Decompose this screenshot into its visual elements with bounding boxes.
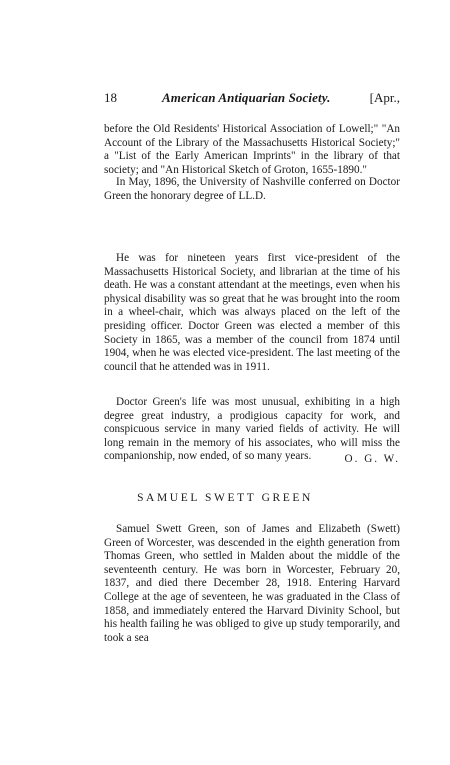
paragraph-text: Samuel Swett Green, son of James and Elizabeth (Swett) Green of Worcester, was descended in the eighth generation from Thomas Green, who settled in Malden about the middle of the seventeenth century. He was born in Worcester, February 20, 1837, and died there December 28, 1918. Entering Harvard College at the age of seventeen, he was graduated in the Class of 1858, and immediately entered the Harvard Divinity School, but his health failing he was obliged to give up study temporarily, and took a sea [104,523,400,644]
paragraph-vice-president [104,252,400,374]
section-heading: SAMUEL SWETT GREEN [137,492,313,504]
paragraph-text: In May, 1896, the University of Nashville conferred on Doctor Green the honorary degree of LL.D. [104,176,400,202]
paragraph-text: He was for nineteen years first vice-president of the Massachusetts Historical Society, and librarian at the time of his death. He was a constant attendant at the meetings, even when his physical disability was so great that he was brought into the room in a wheel-chair, which was always placed on the left of the presiding officer. Doctor Green was elected a member of this Society in 1865, was a member of the council from 1874 until 1904, when he was elected vice-president. The last meeting of the council that he attended was in 1911. [104,252,400,373]
page-number: 18 [104,90,117,105]
author-initials: O. G. W. [344,453,400,465]
paragraph-continuation [104,123,400,177]
page-header [104,90,400,108]
paragraph-text: Doctor Green's life was most unusual, exhibiting in a high degree great industry, a prodigious capacity for work, and conspicuous service in many varied fields of activity. He will long remain in the memory of his associates, who will miss the companionship, now ended, of so many years. [104,396,400,463]
paragraph-text: before the Old Residents' Historical Association of Lowell;" "An Account of the Library of the Massachusetts Historical Society;" a "List of the Early American Imprints" in the library of that society; and "An Historical Sketch of Groton, 1655-1890." [104,123,400,176]
running-date: [Apr., [369,90,400,105]
paragraph-biography [104,523,400,645]
running-title: American Antiquarian Society. [162,90,331,105]
paragraph-honorary-degree [104,176,400,203]
